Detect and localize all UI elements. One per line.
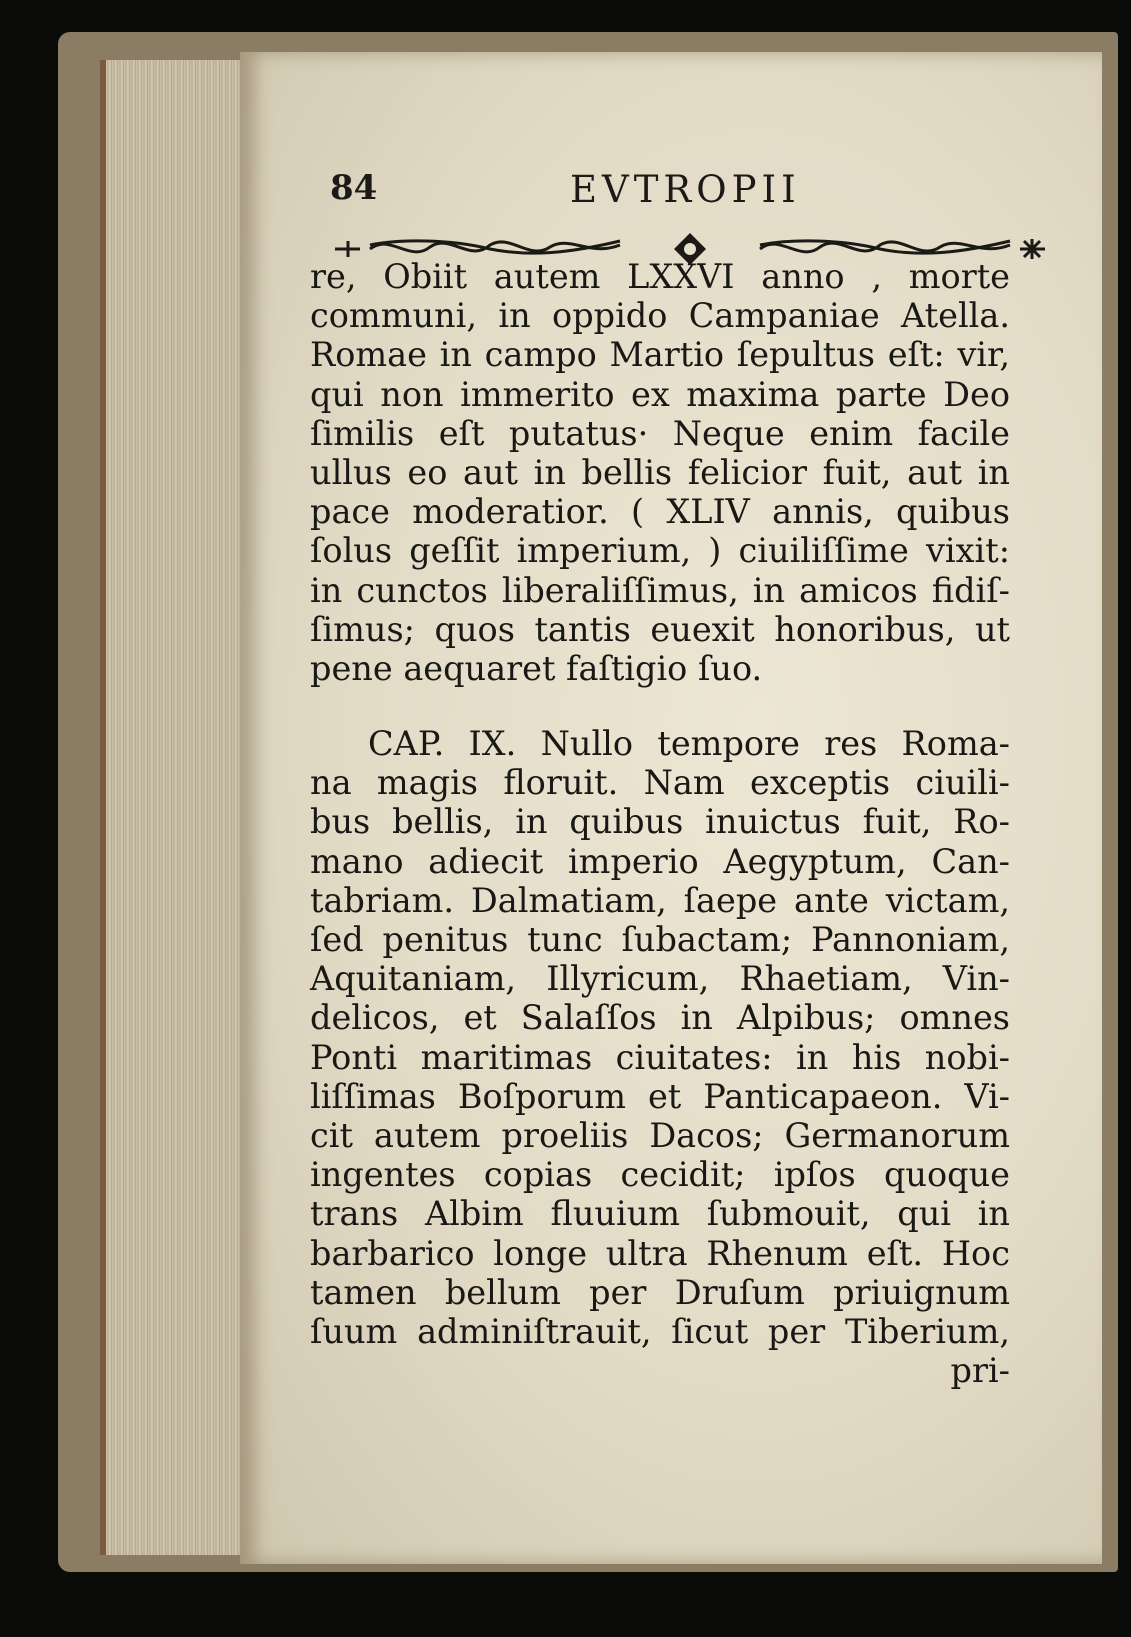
text-line: ſimilis eſt putatus· Neque enim facile [310,413,1010,453]
text-line: Ponti maritimas ciuitates: in his nobi- [310,1037,1010,1077]
text-line: tamen bellum per Druſum priuignum [310,1272,1010,1312]
text-line: pene aequaret faſtigio ſuo. [310,648,763,688]
text-line: ſimus; quos tantis euexit honoribus, ut [310,609,1010,649]
book-page [240,52,1102,1564]
text-line: liſſimas Boſporum et Panticapaeon. Vi- [310,1076,1010,1116]
text-line: ingentes copias cecidit; ipſos quoque [310,1155,1010,1195]
text-line: ſed penitus tunc ſubactam; Pannoniam, [310,920,1010,959]
text-line: pace moderatior. ( XLIV annis, quibus [310,492,1010,532]
text-line: tabriam. Dalmatiam, ſaepe ante victam, [310,880,1010,920]
text-line: delicos, et Salaſſos in Alpibus; omnes [310,998,1010,1038]
running-title: EVTROPII [570,168,801,211]
text-line: ſolus geſſit imperium, ) ciuiliſſime vixit: [310,531,1010,571]
text-line: na magis floruit. Nam exceptis ciuili- [310,763,1010,803]
text-line: ſuum adminiſtrauit, ſicut per Tiberium, [310,1311,1010,1351]
text-line: trans Albim fluuium ſubmouit, qui in [310,1194,1010,1234]
text-line: in cunctos liberaliſſimus, in amicos fidiſ- [310,570,1010,610]
page-header [330,168,1010,228]
text-line: mano adiecit imperio Aegyptum, Can- [310,841,1010,881]
text-line: Aquitaniam, Illyricum, Rhaetiam, Vin- [310,959,1010,999]
text-line: re, Obiit autem LXXVI anno , morte [310,257,1010,296]
page-edges [100,60,256,1555]
text-line: qui non immerito ex maxima parte Deo [310,374,1010,414]
chapter-heading-line: CAP. IX. Nullo tempore res Roma- [368,724,1010,764]
text-line: Romae in campo Martio ſepultus eſt: vir, [310,335,1010,375]
text-line: ullus eo aut in bellis felicior fuit, aut in [310,452,1010,492]
catchword: pri- [950,1351,1010,1391]
text-line: bus bellis, in quibus inuictus fuit, Ro- [310,802,1010,842]
text-line: barbarico longe ultra Rhenum eſt. Hoc [310,1233,1010,1273]
page-number: 84 [330,168,378,208]
text-line: communi, in oppido Campaniae Atella. [310,296,1010,336]
body-text [310,257,1010,1390]
paragraph-gap [310,688,1010,724]
text-line: cit autem proeliis Dacos; Germanorum [310,1115,1010,1155]
